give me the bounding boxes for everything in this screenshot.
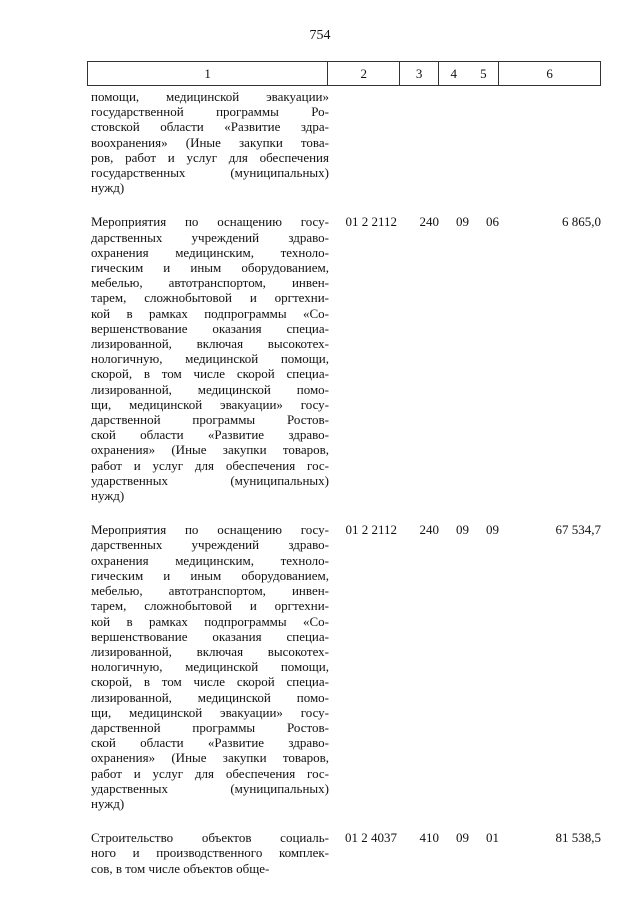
- description-line: дарственной программы Ростов-: [91, 719, 329, 735]
- subsection-value: 09: [486, 522, 499, 538]
- description-line: мебелью, автотранспортом, инвен-: [91, 583, 329, 599]
- row-description: [87, 89, 329, 195]
- description-line: кой в рамках подпрограммы «Со-: [91, 305, 329, 321]
- description-line: государственных (муниципальных): [91, 165, 329, 181]
- description-line: ров, работ и услуг для обеспечения: [91, 149, 329, 165]
- target-code: [329, 214, 401, 229]
- table-header-row: [87, 61, 601, 86]
- amount: [499, 830, 601, 845]
- description-line: вершенствование оказания специа-: [91, 320, 329, 336]
- description-line: лизированной, медицинской помо-: [91, 689, 329, 705]
- target-code: [329, 522, 401, 537]
- subsection: [469, 214, 499, 229]
- subsection: [469, 830, 499, 845]
- budget-table: [87, 61, 601, 876]
- description-line: дарственной программы Ростов-: [91, 412, 329, 428]
- description-line: гическим и иным оборудованием,: [91, 260, 329, 276]
- expense-type-value: 410: [419, 830, 439, 846]
- description-line: мебелью, автотранспортом, инвен-: [91, 275, 329, 291]
- description-line: Строительство объектов социаль-: [91, 830, 329, 846]
- description-line: ской области «Развитие здраво-: [91, 427, 329, 443]
- description-line: стовской области «Развитие здра-: [91, 119, 329, 135]
- header-col-1: 1: [87, 62, 328, 85]
- description-line: дарственных учреждений здраво-: [91, 229, 329, 245]
- description-line: охранения» (Иные закупки товаров,: [91, 442, 329, 458]
- target-code-value: 01 2 2112: [345, 522, 397, 538]
- description-line: Мероприятия по оснащению госу-: [91, 522, 329, 538]
- amount-value: 81 538,5: [555, 830, 601, 846]
- subsection: [469, 522, 499, 537]
- description-line: скорой, в том числе скорой специа-: [91, 366, 329, 382]
- section: [439, 830, 469, 845]
- amount-value: 67 534,7: [555, 522, 601, 538]
- section-value: 09: [456, 830, 469, 846]
- table-body: [87, 86, 601, 876]
- table-row: [87, 522, 601, 811]
- description-line: нужд): [91, 180, 125, 196]
- description-line: кой в рамках подпрограммы «Со-: [91, 613, 329, 629]
- description-line: сов, в том числе объектов обще-: [91, 860, 270, 876]
- description-line: тарем, сложнобытовой и оргтехни-: [91, 598, 329, 614]
- target-code-value: 01 2 2112: [345, 214, 397, 230]
- description-line: ного и производственного комплек-: [91, 845, 329, 861]
- description-line: помощи, медицинской эвакуации»: [91, 89, 329, 104]
- description-line: дарственных учреждений здраво-: [91, 537, 329, 553]
- description-line: нологичную, медицинской помощи,: [91, 659, 329, 675]
- header-col-4: 4: [450, 65, 457, 81]
- expense-type: [401, 830, 439, 845]
- description-line: воохранения» (Иные закупки това-: [91, 134, 329, 150]
- row-description: [87, 830, 329, 876]
- target-code: [329, 830, 401, 845]
- description-line: нологичную, медицинской помощи,: [91, 351, 329, 367]
- description-line: гическим и иным оборудованием,: [91, 567, 329, 583]
- description-line: вершенствование оказания специа-: [91, 628, 329, 644]
- description-line: государственной программы Ро-: [91, 104, 329, 120]
- page-number: 754: [309, 28, 331, 43]
- section-value: 09: [456, 522, 469, 538]
- section: [439, 214, 469, 229]
- description-line: охранения» (Иные закупки товаров,: [91, 750, 329, 766]
- table-row: [87, 86, 601, 195]
- amount: [499, 522, 601, 537]
- description-line: ской области «Развитие здраво-: [91, 735, 329, 751]
- header-col-2: 2: [328, 62, 400, 85]
- target-code-value: 01 2 4037: [345, 830, 397, 846]
- description-line: охранения медицинским, техноло-: [91, 244, 329, 260]
- description-line: Мероприятия по оснащению госу-: [91, 214, 329, 230]
- expense-type-value: 240: [419, 522, 439, 538]
- section: [439, 522, 469, 537]
- table-row: [87, 214, 601, 503]
- target-code: [329, 89, 401, 104]
- description-line: работ и услуг для обеспечения гос-: [91, 765, 329, 781]
- description-line: ударственных (муниципальных): [91, 472, 329, 488]
- subsection-value: 06: [486, 214, 499, 230]
- description-line: лизированной, включая высокотех-: [91, 643, 329, 659]
- expense-type: [401, 214, 439, 229]
- description-line: нужд): [91, 488, 125, 504]
- description-line: нужд): [91, 795, 125, 811]
- section-value: 09: [456, 214, 469, 230]
- description-line: щи, медицинской эвакуации» госу-: [91, 396, 329, 412]
- expense-type: [401, 522, 439, 537]
- description-line: щи, медицинской эвакуации» госу-: [91, 704, 329, 720]
- description-line: лизированной, медицинской помо-: [91, 381, 329, 397]
- description-line: тарем, сложнобытовой и оргтехни-: [91, 290, 329, 306]
- description-line: охранения медицинским, техноло-: [91, 552, 329, 568]
- description-line: скорой, в том числе скорой специа-: [91, 674, 329, 690]
- description-line: работ и услуг для обеспечения гос-: [91, 457, 329, 473]
- description-line: лизированной, включая высокотех-: [91, 336, 329, 352]
- expense-type-value: 240: [419, 214, 439, 230]
- row-description: [87, 522, 329, 811]
- row-description: [87, 214, 329, 503]
- table-row: [87, 830, 601, 876]
- header-col-5: 5: [480, 65, 487, 81]
- subsection-value: 01: [486, 830, 499, 846]
- amount: [499, 214, 601, 229]
- description-line: ударственных (муниципальных): [91, 780, 329, 796]
- header-col-3: 3: [400, 62, 439, 85]
- header-col-6: 6: [498, 62, 601, 85]
- amount-value: 6 865,0: [562, 214, 601, 230]
